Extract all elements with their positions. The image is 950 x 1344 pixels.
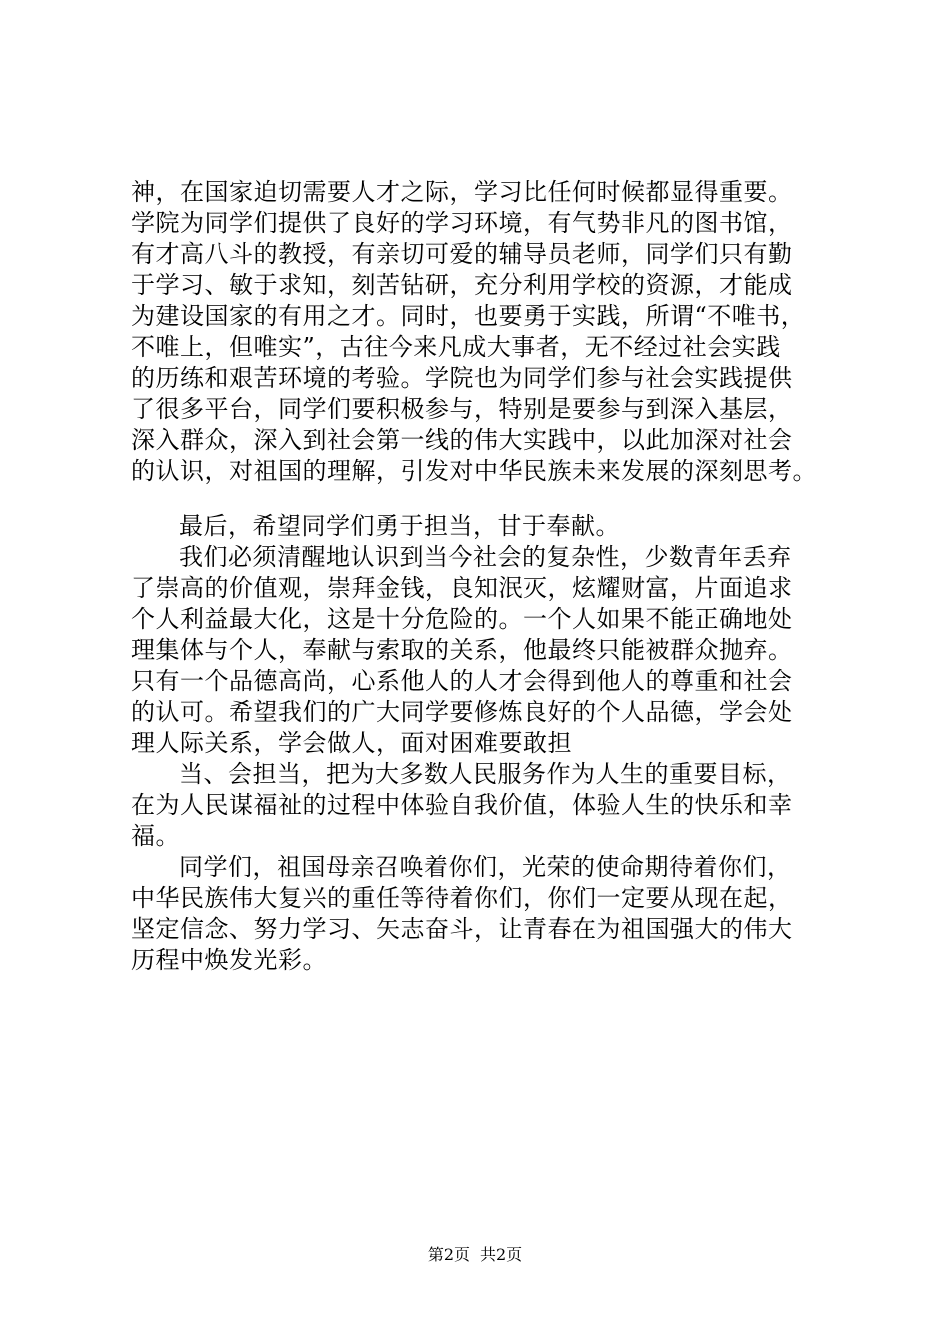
- text-line: 我们必须清醒地认识到当今社会的复杂性，少数青年丢弃: [179, 543, 792, 571]
- text-line: 不唯上，但唯实”，古往今来凡成大事者，无不经过社会实践: [131, 333, 781, 361]
- page-number-current: 第2页: [427, 1245, 470, 1264]
- text-line: 了崇高的价值观，崇拜金钱，良知泯灭，炫耀财富，片面追求: [131, 574, 793, 602]
- text-line: 只有一个品德高尚，心系他人的人才会得到他人的尊重和社会: [131, 667, 793, 695]
- text-line: 为建设国家的有用之才。同时，也要勇于实践，所谓“不唯书，: [131, 302, 806, 330]
- text-line: 坚定信念、努力学习、矢志奋斗，让青春在为祖国强大的伟大: [131, 915, 793, 943]
- text-line: 历程中焕发光彩。: [131, 946, 327, 974]
- text-line: 于学习、敏于求知，刻苦钻研，充分利用学校的资源，才能成: [131, 271, 793, 299]
- page-footer: [0, 1245, 950, 1265]
- page-number-total: 共2页: [480, 1245, 523, 1264]
- text-line: 福。: [131, 822, 180, 850]
- text-line: 的认识，对祖国的理解，引发对中华民族未来发展的深刻思考。: [131, 457, 817, 485]
- text-line: 神，在国家迫切需要人才之际，学习比任何时候都显得重要。: [131, 178, 793, 206]
- text-line: 当、会担当，把为大多数人民服务作为人生的重要目标，: [179, 760, 792, 788]
- text-line: 理人际关系，学会做人，面对困难要敢担: [131, 729, 572, 757]
- text-line: 理集体与个人，奉献与索取的关系，他最终只能被群众抛弃。: [131, 636, 793, 664]
- text-line: 个人利益最大化，这是十分危险的。一个人如果不能正确地处: [131, 605, 793, 633]
- text-line: 中华民族伟大复兴的重任等待着你们，你们一定要从现在起，: [131, 884, 793, 912]
- paragraph-block-2: [131, 511, 861, 976]
- text-line: 同学们，祖国母亲召唤着你们，光荣的使命期待着你们，: [179, 853, 792, 881]
- text-line: 学院为同学们提供了良好的学习环境，有气势非凡的图书馆，: [131, 209, 793, 237]
- text-line: 在为人民谋福祉的过程中体验自我价值，体验人生的快乐和幸: [131, 791, 793, 819]
- text-line: 了很多平台，同学们要积极参与，特别是要参与到深入基层，: [131, 395, 793, 423]
- text-line: 的认可。希望我们的广大同学要修炼良好的个人品德，学会处: [131, 698, 793, 726]
- paragraph-block-1: [131, 177, 861, 487]
- text-line: 深入群众，深入到社会第一线的伟大实践中，以此加深对社会: [131, 426, 793, 454]
- text-line: 的历练和艰苦环境的考验。学院也为同学们参与社会实践提供: [131, 364, 793, 392]
- text-line: 有才高八斗的教授，有亲切可爱的辅导员老师，同学们只有勤: [131, 240, 793, 268]
- paragraph-heading: 最后，希望同学们勇于担当，甘于奉献。: [179, 512, 620, 540]
